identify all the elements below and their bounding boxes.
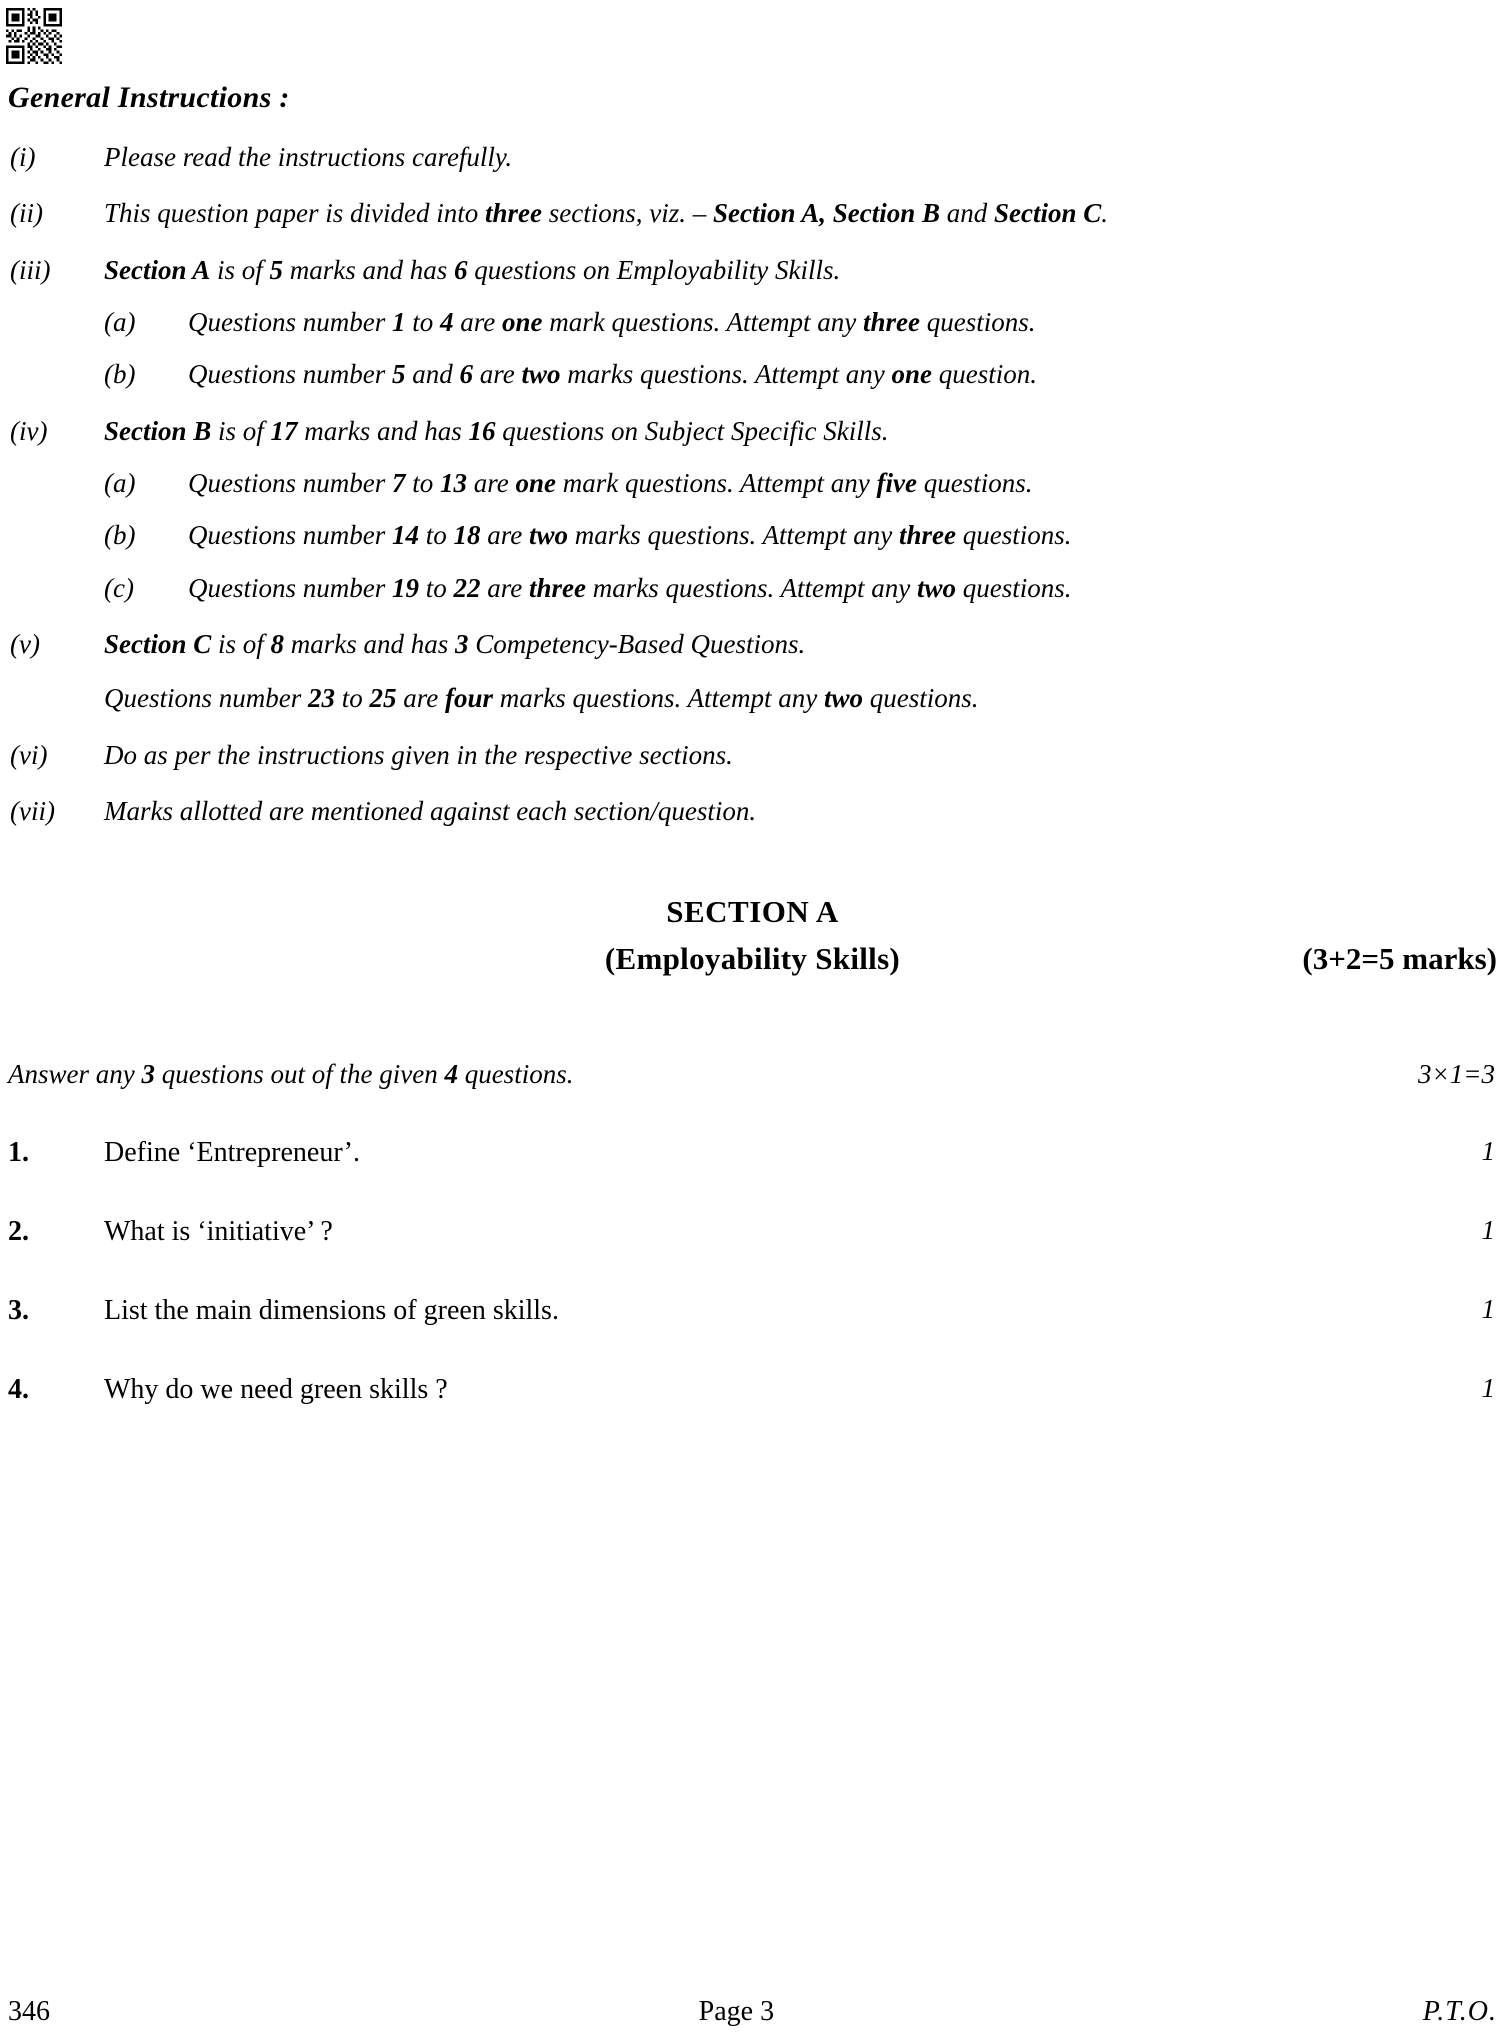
emphasis-text: 4 [440, 306, 454, 337]
plain-text: is of [210, 254, 270, 285]
page-footer [8, 1996, 1497, 2034]
questions-list [8, 1133, 1497, 1410]
emphasis-text: one [891, 359, 932, 390]
emphasis-text: 6 [459, 359, 473, 390]
question-number: 1. [8, 1136, 29, 1168]
plain-text: questions. [956, 520, 1072, 551]
plain-text: Questions number [104, 683, 308, 714]
plain-text: to [419, 572, 454, 603]
plain-text: is of [211, 415, 271, 446]
emphasis-text: Section C [104, 628, 212, 659]
emphasis-text: four [445, 683, 494, 714]
question-number: 2. [8, 1216, 29, 1248]
instruction-body-wrap [104, 736, 1497, 774]
instruction-continuation-text [104, 679, 1497, 717]
question-text: Define ‘Entrepreneur’. [104, 1136, 361, 1168]
emphasis-text: one [502, 306, 543, 337]
emphasis-text: 17 [270, 415, 298, 446]
instruction-text [104, 625, 1497, 663]
qr-code-icon [6, 8, 62, 64]
instruction-item [8, 792, 1497, 830]
emphasis-text: 4 [444, 1058, 458, 1089]
instructions-list [8, 138, 1497, 830]
plain-text: question. [932, 359, 1037, 390]
emphasis-text: 23 [308, 683, 335, 714]
footer-turnover: P.T.O. [1422, 1996, 1497, 2027]
instruction-marker: (vii) [10, 795, 55, 826]
emphasis-text: 14 [392, 520, 419, 551]
instruction-marker: (iv) [10, 415, 48, 446]
plain-text: . [1101, 198, 1109, 229]
general-instructions-heading: General Instructions : [8, 81, 290, 114]
plain-text: Questions number [188, 359, 392, 390]
plain-text: questions. [863, 683, 979, 714]
question-row [8, 1370, 1497, 1409]
emphasis-text: two [824, 683, 864, 714]
section-subtitle: (Employability Skills) [604, 940, 901, 976]
emphasis-text: 8 [270, 628, 285, 659]
emphasis-text: 6 [454, 254, 468, 285]
instruction-item [8, 736, 1497, 774]
plain-text: questions. [457, 1058, 574, 1089]
plain-text: marks questions. Attempt any [568, 520, 900, 551]
instruction-subitem [104, 569, 1497, 607]
subitem-text [188, 569, 1497, 607]
instruction-item [8, 138, 1497, 176]
plain-text: Questions number [188, 306, 392, 337]
plain-text: questions. [916, 467, 1033, 498]
plain-text: questions. [956, 572, 1072, 603]
plain-text: Questions number [188, 467, 392, 498]
footer-paper-code: 346 [8, 1996, 50, 2027]
plain-text: to [405, 306, 441, 337]
plain-text: are [396, 683, 446, 714]
emphasis-text: three [862, 306, 920, 337]
plain-text: are [480, 520, 530, 551]
plain-text: marks questions. Attempt any [586, 572, 917, 603]
instruction-marker: (ii) [10, 198, 43, 229]
emphasis-text: 5 [269, 254, 284, 285]
plain-text: mark questions. Attempt any [542, 306, 863, 337]
section-title: SECTION A [666, 894, 839, 930]
question-marks: 1 [1481, 1373, 1495, 1404]
plain-text: are [473, 359, 522, 390]
question-marks: 1 [1481, 1135, 1495, 1166]
plain-text: to [335, 683, 370, 714]
instruction-text [104, 792, 1497, 830]
emphasis-text: one [515, 467, 557, 498]
question-row [8, 1291, 1497, 1330]
answer-instruction-text [8, 1059, 573, 1089]
instruction-text [104, 412, 1497, 450]
question-number: 3. [8, 1295, 29, 1327]
emphasis-text: two [529, 520, 569, 551]
instruction-text [104, 194, 1497, 232]
emphasis-text: 3 [141, 1058, 155, 1089]
emphasis-text: 13 [440, 467, 468, 498]
plain-text: and [405, 359, 460, 390]
instruction-body-wrap [104, 625, 1497, 718]
instruction-text [104, 138, 1497, 176]
section-marks: (3+2=5 marks) [1302, 940, 1497, 976]
subitem-text [188, 303, 1497, 341]
plain-text: marks and has [283, 254, 455, 285]
emphasis-text: 3 [455, 628, 469, 659]
instruction-subitem [104, 464, 1497, 502]
plain-text: questions. [919, 306, 1036, 337]
subitem-marker: (a) [104, 306, 136, 337]
plain-text: marks and has [284, 628, 456, 659]
subitem-marker: (c) [104, 572, 134, 603]
emphasis-text: 16 [468, 415, 496, 446]
question-row [8, 1133, 1497, 1172]
plain-text: mark questions. Attempt any [556, 467, 877, 498]
instruction-marker: (vi) [10, 739, 48, 770]
plain-text: marks questions. Attempt any [560, 359, 892, 390]
plain-text: are [480, 572, 530, 603]
instruction-text [104, 736, 1497, 774]
question-marks: 1 [1481, 1294, 1495, 1325]
instruction-marker: (i) [10, 142, 36, 172]
plain-text: Questions number [188, 572, 392, 603]
instruction-item [8, 625, 1497, 718]
emphasis-text: 22 [453, 572, 481, 603]
plain-text: Questions number [188, 520, 392, 551]
emphasis-text: three [485, 198, 542, 229]
plain-text: Marks allotted are mentioned against each section/question. [104, 795, 757, 826]
emphasis-text: Section A, Section B [712, 198, 941, 229]
question-text: What is ‘initiative’ ? [104, 1216, 333, 1248]
plain-text: are [467, 467, 516, 498]
section-heading-block [8, 892, 1497, 982]
section-subtitle-row [8, 941, 1497, 983]
instruction-marker: (v) [10, 628, 40, 659]
emphasis-text: 25 [369, 683, 397, 714]
plain-text: Do as per the instructions given in the respective sections. [104, 739, 733, 770]
instruction-item [8, 194, 1497, 232]
plain-text: are [453, 306, 503, 337]
emphasis-text: 7 [392, 467, 406, 498]
answer-instruction-marks: 3×1=3 [1418, 1058, 1495, 1089]
answer-instruction-line [8, 1055, 1497, 1093]
emphasis-text: Section C [994, 198, 1102, 229]
instruction-text [104, 251, 1497, 289]
footer-page-number: Page 3 [698, 1996, 775, 2027]
instruction-body-wrap [104, 792, 1497, 830]
plain-text: marks and has [297, 415, 469, 446]
question-text: List the main dimensions of green skills. [104, 1295, 559, 1327]
plain-text: Competency-Based Questions. [468, 628, 806, 659]
subitem-text [188, 516, 1497, 554]
instruction-body-wrap [104, 412, 1497, 607]
instruction-body-wrap [104, 251, 1497, 394]
instruction-body-wrap [104, 138, 1497, 176]
question-marks: 1 [1481, 1215, 1495, 1246]
subitem-marker: (b) [104, 359, 136, 390]
plain-text: to [419, 520, 454, 551]
plain-text: marks questions. Attempt any [493, 683, 825, 714]
emphasis-text: three [899, 520, 957, 551]
emphasis-text: 19 [392, 572, 419, 603]
emphasis-text: five [876, 467, 917, 498]
instruction-subitem [104, 355, 1497, 393]
instruction-marker: (iii) [10, 254, 51, 285]
plain-text: sections, viz. – [542, 198, 713, 229]
subitem-marker: (a) [104, 467, 136, 498]
emphasis-text: two [521, 359, 561, 390]
question-number: 4. [8, 1374, 29, 1406]
plain-text: questions out of the given [154, 1058, 445, 1089]
instruction-item [8, 251, 1497, 394]
plain-text: questions on Employability Skills. [467, 254, 841, 285]
emphasis-text: two [917, 572, 957, 603]
plain-text: This question paper is divided into [104, 198, 485, 229]
emphasis-text: 1 [392, 306, 406, 337]
question-text: Why do we need green skills ? [104, 1374, 448, 1406]
plain-text: questions on Subject Specific Skills. [495, 415, 889, 446]
page-content [8, 80, 1497, 1410]
instruction-item [8, 412, 1497, 607]
instruction-subitem [104, 516, 1497, 554]
emphasis-text: Section A [104, 254, 211, 285]
plain-text: is of [211, 628, 271, 659]
subitem-text [188, 355, 1497, 393]
plain-text: Please read the instructions carefully. [104, 142, 513, 172]
emphasis-text: 5 [392, 359, 406, 390]
plain-text: Answer any [8, 1058, 142, 1089]
emphasis-text: 18 [453, 520, 481, 551]
subitem-text [188, 464, 1497, 502]
instruction-body-wrap [104, 194, 1497, 232]
plain-text: and [940, 198, 995, 229]
emphasis-text: three [529, 572, 587, 603]
question-row [8, 1212, 1497, 1251]
plain-text: to [405, 467, 441, 498]
emphasis-text: Section B [104, 415, 212, 446]
instruction-subitem [104, 303, 1497, 341]
subitem-marker: (b) [104, 520, 136, 551]
